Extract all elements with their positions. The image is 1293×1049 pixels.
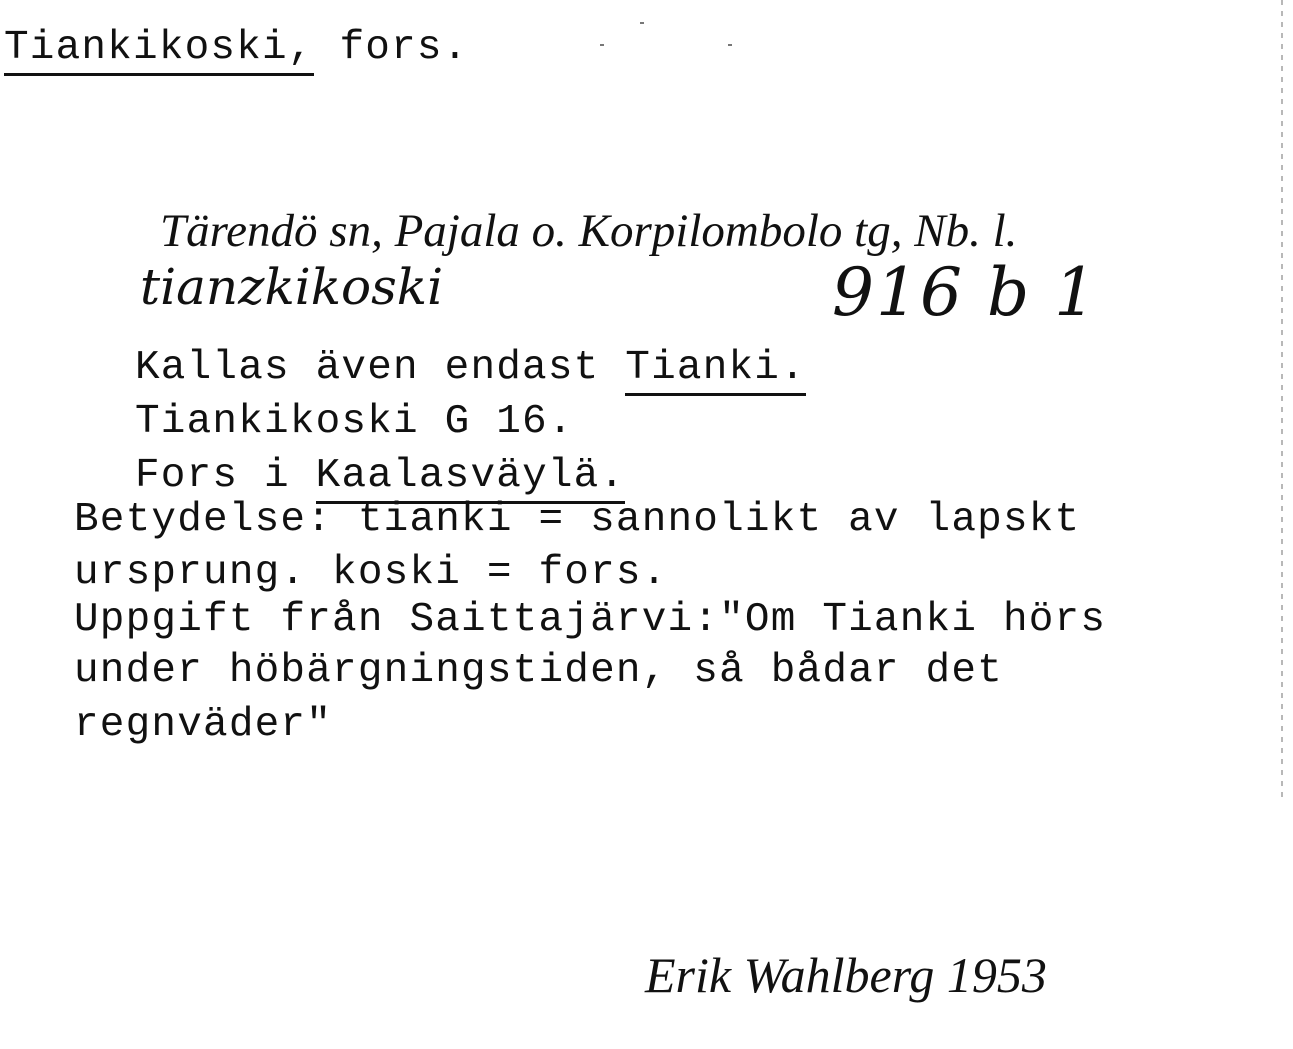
card-edge	[1281, 0, 1283, 800]
note-line-1	[135, 345, 806, 391]
signature: Erik Wahlberg 1953	[645, 947, 1047, 1003]
headword-line	[4, 25, 469, 71]
body-line-5: regnväder"	[74, 702, 333, 748]
speck	[600, 44, 604, 46]
handwritten-ref: 916 b 1	[832, 254, 1099, 331]
speck	[640, 22, 644, 24]
headword: Tiankikoski,	[4, 25, 314, 76]
speck	[728, 44, 732, 46]
handwritten-name: tianzkikoski	[140, 258, 444, 316]
location-line: Tärendö sn, Pajala o. Korpilombolo tg, Nb. l.	[160, 205, 1018, 257]
headword-type: fors.	[339, 25, 469, 71]
note-emphasis: Kaalasväylä.	[316, 453, 626, 504]
note-emphasis: Tianki.	[625, 345, 806, 396]
note-text: Tiankikoski G 16.	[135, 399, 574, 445]
note-text: Kallas även endast	[135, 345, 626, 391]
note-line-2	[135, 399, 574, 445]
body-line-1: Betydelse: tianki = sannolikt av lapskt	[74, 497, 1081, 543]
note-text: Fors i	[135, 453, 316, 499]
note-line-3	[135, 453, 626, 499]
body-line-3: Uppgift från Saittajärvi:"Om Tianki hörs	[74, 597, 1107, 643]
body-line-4: under höbärgningstiden, så bådar det	[74, 648, 1003, 694]
body-line-2: ursprung. koski = fors.	[74, 550, 668, 596]
